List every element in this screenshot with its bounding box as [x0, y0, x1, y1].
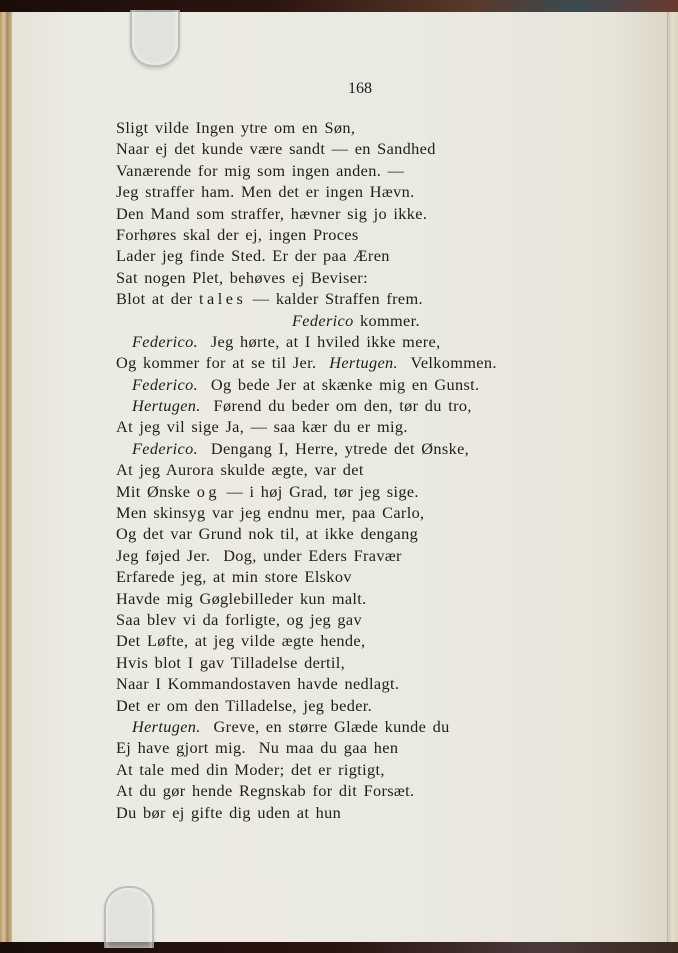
verse-line	[116, 288, 576, 309]
book-bottom-edge	[0, 942, 678, 953]
verse-line: Naar ej det kunde være sandt — en Sandhed	[116, 139, 436, 159]
verse-line: Og det var Grund nok til, at ikke dengang	[116, 524, 419, 544]
verse-line: Sat nogen Plet, behøves ej Beviser:	[116, 267, 368, 287]
text-run: Førend du beder om den, tør du tro,	[200, 396, 472, 416]
speaker-name: Federico.	[132, 331, 198, 351]
verse-line: Den Mand som straffer, hævner sig jo ikke.	[116, 203, 428, 223]
page-clip-top	[130, 10, 180, 67]
verse-line: Vanærende for mig som ingen anden. —	[116, 160, 405, 180]
verse-line: Jeg føjed Jer. Dog, under Eders Fravær	[116, 545, 402, 565]
verse-line	[116, 481, 576, 502]
text-run: Velkommen.	[397, 353, 497, 373]
text-run: Blot at der	[116, 289, 199, 309]
speech-line	[116, 374, 576, 395]
verse-line: Sligt vilde Ingen ytre om en Søn,	[116, 118, 356, 137]
speech-line	[116, 438, 576, 459]
verse-line: Saa blev vi da forligte, og jeg gav	[116, 609, 362, 629]
play-text	[116, 117, 576, 823]
verse-line: Naar I Kommandostaven havde nedlagt.	[116, 674, 400, 694]
text-run: — i høj Grad, tør jeg sige.	[220, 481, 419, 501]
text-run: Og kommer for at se til Jer.	[116, 353, 330, 373]
text-run: Greve, en større Glæde kunde du	[200, 716, 450, 736]
stage-direction	[116, 310, 576, 331]
text-run: Dengang I, Herre, ytrede det Ønske,	[198, 438, 470, 458]
speech-line	[116, 716, 576, 737]
text-run: — kalder Straffen frem.	[246, 289, 423, 309]
verse-line: At jeg Aurora skulde ægte, var det	[116, 460, 364, 480]
verse-line: Ej have gjort mig. Nu maa du gaa hen	[116, 738, 399, 758]
page-fore-edge	[667, 12, 678, 944]
speaker-name: Federico.	[132, 438, 198, 458]
book-spine-edge	[0, 12, 12, 944]
emphasis-spaced: og	[196, 481, 221, 501]
character-name: Federico	[292, 310, 354, 330]
speech-line	[116, 331, 576, 352]
verse-line	[116, 352, 576, 373]
verse-line: At tale med din Moder; det er rigtigt,	[116, 759, 385, 779]
verse-line: Det Løfte, at jeg vilde ægte hende,	[116, 631, 366, 651]
speech-line	[116, 395, 576, 416]
speaker-name: Hertugen.	[329, 353, 398, 373]
emphasis-spaced: tales	[199, 289, 247, 309]
text-run: Jeg hørte, at I hviled ikke mere,	[198, 331, 441, 351]
speaker-name: Hertugen.	[132, 396, 201, 416]
verse-line: Hvis blot I gav Tilladelse dertil,	[116, 652, 346, 672]
verse-line: Erfarede jeg, at min store Elskov	[116, 567, 352, 587]
verse-line: Du bør ej gifte dig uden at hun	[116, 802, 342, 822]
verse-line: Jeg straffer ham. Men det er ingen Hævn.	[116, 182, 415, 202]
text-run: Og bede Jer at skænke mig en Gunst.	[198, 374, 480, 394]
speaker-name: Federico.	[132, 374, 198, 394]
verse-line: Det er om den Tilladelse, jeg beder.	[116, 695, 373, 715]
text-run: kommer.	[353, 310, 420, 330]
verse-line: Havde mig Gøglebilleder kun malt.	[116, 588, 367, 608]
page-clip-bottom	[104, 886, 154, 948]
text-run: Mit Ønske	[116, 481, 197, 501]
speaker-name: Hertugen.	[132, 716, 201, 736]
page-number: 168	[348, 80, 372, 97]
verse-line: At jeg vil sige Ja, — saa kær du er mig.	[116, 417, 408, 437]
verse-line: Lader jeg finde Sted. Er der paa Æren	[116, 246, 390, 266]
verse-line: At du gør hende Regnskab for dit Forsæt.	[116, 781, 415, 801]
verse-line: Men skinsyg var jeg endnu mer, paa Carlo,	[116, 503, 425, 523]
verse-line: Forhøres skal der ej, ingen Proces	[116, 224, 359, 244]
